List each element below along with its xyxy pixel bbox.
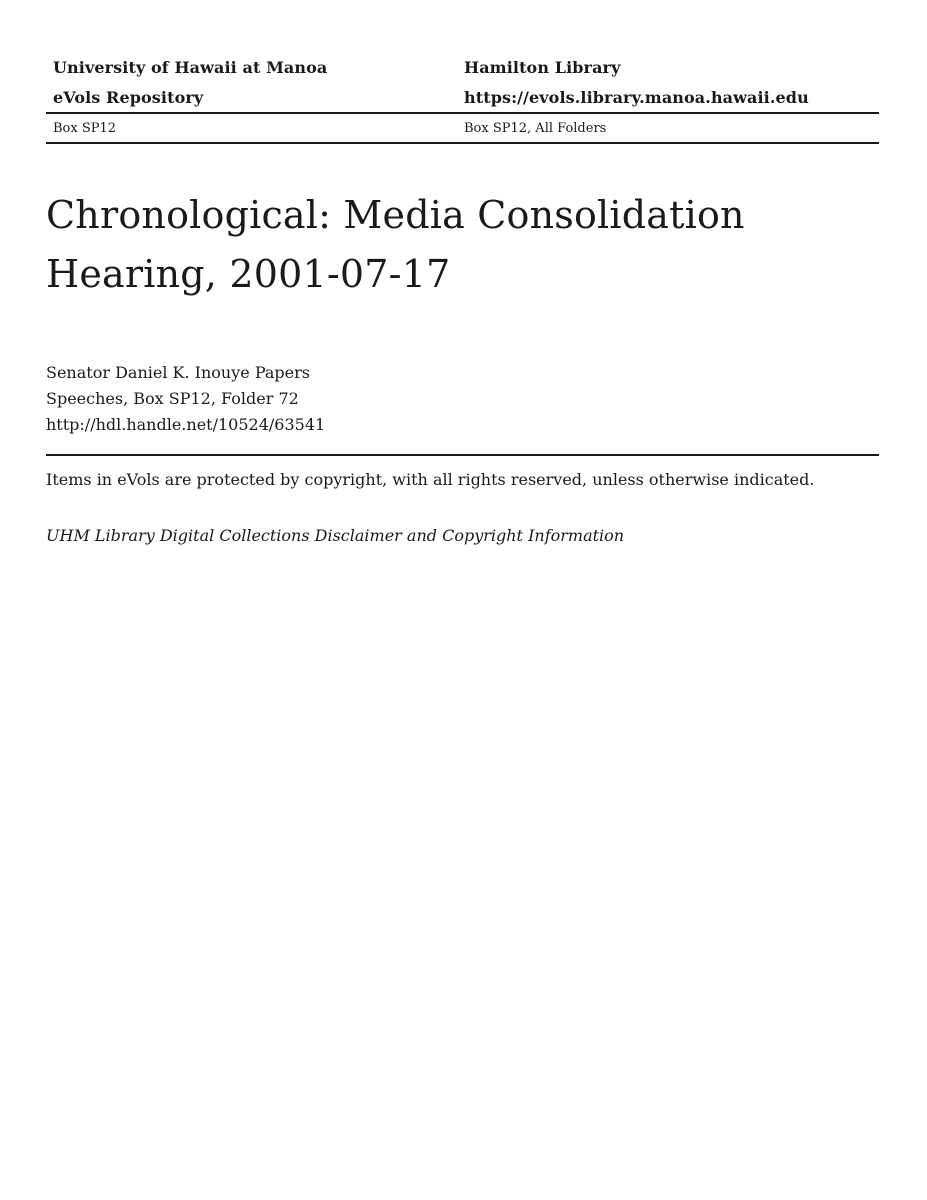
box-label-right: Box SP12, All Folders bbox=[464, 120, 607, 136]
disclaimer-link[interactable]: UHM Library Digital Collections Disclaimer and Copyright Information bbox=[46, 526, 625, 545]
folder-location: Speeches, Box SP12, Folder 72 bbox=[46, 389, 299, 408]
header bbox=[46, 52, 879, 144]
handle-link[interactable]: http://hdl.handle.net/10524/63541 bbox=[46, 415, 326, 434]
repository-name: eVols Repository bbox=[53, 87, 204, 107]
header-row-2 bbox=[46, 82, 879, 112]
copyright-notice: Items in eVols are protected by copyright, with all rights reserved, unless otherwise indicated. bbox=[46, 470, 815, 489]
title-line-1: Chronological: Media Consolidation bbox=[46, 193, 745, 237]
metadata-divider bbox=[46, 454, 879, 456]
repository-url[interactable]: https://evols.library.manoa.hawaii.edu bbox=[464, 87, 809, 107]
collection-name: Senator Daniel K. Inouye Papers bbox=[46, 363, 310, 382]
document-title bbox=[46, 186, 879, 304]
title-line-2: Hearing, 2001-07-17 bbox=[46, 252, 451, 296]
header-box-row bbox=[46, 114, 879, 142]
document-metadata bbox=[46, 360, 325, 438]
header-bottom-divider bbox=[46, 142, 879, 144]
institution-name: University of Hawaii at Manoa bbox=[53, 57, 328, 77]
library-name: Hamilton Library bbox=[464, 57, 621, 77]
header-row-1 bbox=[46, 52, 879, 82]
box-label-left: Box SP12 bbox=[53, 120, 117, 136]
